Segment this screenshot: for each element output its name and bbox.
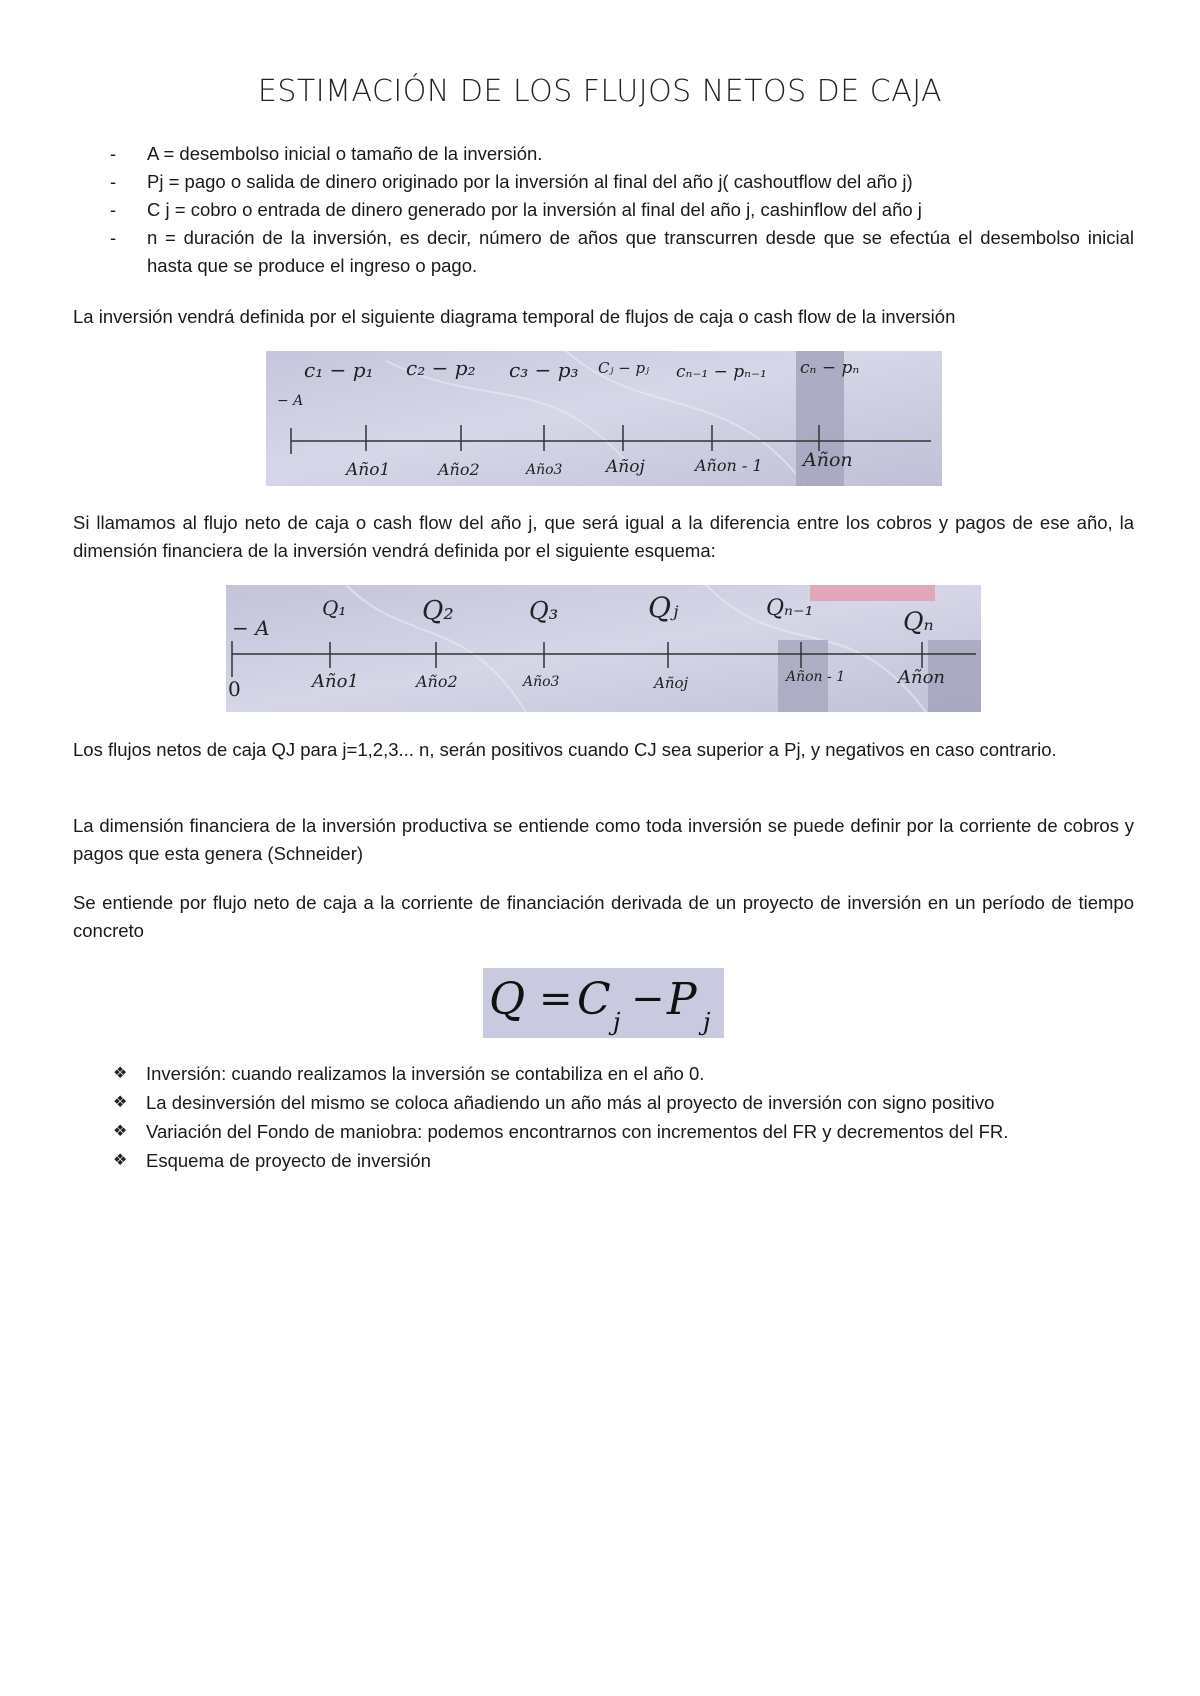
formula-c-subscript: j xyxy=(613,1008,621,1036)
intro-paragraph-1: La inversión vendrá definida por el siguiente diagrama temporal de flujos de caja o cash flow de la inversión xyxy=(73,306,956,327)
page-title: ESTIMACIÓN DE LOS FLUJOS NETOS DE CAJA xyxy=(257,74,943,109)
net-cash-flow-diagram xyxy=(226,585,981,712)
flow-label: c₁ − p₁ xyxy=(304,358,374,382)
bullet-item xyxy=(113,1117,1143,1146)
year-label: Añoj xyxy=(654,674,689,692)
dash-marker: - xyxy=(110,143,117,164)
bullet-list xyxy=(113,1059,1143,1175)
paragraph-positive-negative: Los flujos netos de caja QJ para j=1,2,3... n, serán positivos cuando CJ sea superior a Pj, y negativos en caso contrario. xyxy=(73,739,1057,760)
year-label: Año1 xyxy=(312,671,359,692)
definition-item xyxy=(110,224,1134,280)
bullet-item xyxy=(113,1088,1143,1117)
definition-item xyxy=(110,168,1134,196)
diamond-bullet-icon: ❖ xyxy=(113,1152,128,1169)
dash-marker: - xyxy=(110,199,117,220)
definitions-list xyxy=(110,140,1134,280)
year-label: Año3 xyxy=(523,674,560,690)
net-cash-flow-formula xyxy=(483,968,724,1038)
flow-label: Qₙ₋₁ xyxy=(766,596,814,621)
formula-c: C xyxy=(577,974,611,1025)
initial-outlay-label: − A xyxy=(232,616,270,640)
year-label: Añon - 1 xyxy=(786,669,846,685)
dash-marker: - xyxy=(110,227,117,248)
definition-item xyxy=(110,196,1134,224)
bullet-text: Esquema de proyecto de inversión xyxy=(146,1150,431,1171)
bullet-text: Variación del Fondo de maniobra: podemos encontrarnos con incrementos del FR y decrementos del FR. xyxy=(146,1121,1009,1142)
definition-text: C j = cobro o entrada de dinero generado por la inversión al final del año j, cashinflow del año j xyxy=(147,199,922,220)
definition-item xyxy=(110,140,1134,168)
definition-text: A = desembolso inicial o tamaño de la inversión. xyxy=(147,143,543,164)
pink-highlight xyxy=(810,585,935,601)
year-label: Añon - 1 xyxy=(695,456,763,475)
diamond-bullet-icon: ❖ xyxy=(113,1065,128,1082)
year-label: Año2 xyxy=(438,460,480,479)
cash-flow-timeline-diagram xyxy=(266,351,942,486)
formula-equals: = xyxy=(539,976,573,1022)
zero-label: 0 xyxy=(228,677,241,701)
flow-label: Q₁ xyxy=(322,596,347,620)
year-label: Añon xyxy=(898,667,946,688)
definition-text: Pj = pago o salida de dinero originado por la inversión al final del año j( cashoutflow del año j) xyxy=(147,171,913,192)
paragraph-definition: Se entiende por flujo neto de caja a la corriente de financiación derivada de un proyecto de inversión en un período de tiempo concreto xyxy=(73,892,1134,941)
diamond-bullet-icon: ❖ xyxy=(113,1094,128,1111)
flow-label: c₃ − p₃ xyxy=(509,358,579,382)
initial-outlay-label: − A xyxy=(277,393,304,409)
flow-label: cₙ − pₙ xyxy=(800,358,860,378)
flow-label: Q₃ xyxy=(529,597,559,625)
year-label: Añon xyxy=(803,449,853,471)
formula-p-subscript: j xyxy=(703,1008,711,1036)
flow-label: Qⱼ xyxy=(648,591,679,624)
flow-label: Q₂ xyxy=(422,596,454,626)
bullet-text: Inversión: cuando realizamos la inversión se contabiliza en el año 0. xyxy=(146,1063,705,1084)
bullet-text: La desinversión del mismo se coloca añadiendo un año más al proyecto de inversión con signo positivo xyxy=(146,1092,995,1113)
bullet-item xyxy=(113,1059,1143,1088)
definition-text: n = duración de la inversión, es decir, número de años que transcurren desde que se efectúa el desembolso inicial hasta que se produce el ingreso o pago. xyxy=(147,227,1134,276)
formula-minus: − xyxy=(631,976,665,1022)
year-label: Año3 xyxy=(526,462,563,478)
paragraph-financial-dimension: La dimensión financiera de la inversión productiva se entiende como toda inversión se puede definir por la corriente de cobros y pagos que esta genera (Schneider) xyxy=(73,815,1134,864)
year-label: Año2 xyxy=(416,672,458,691)
formula-p: P xyxy=(667,974,697,1025)
flow-label: cₙ₋₁ − pₙ₋₁ xyxy=(676,362,767,382)
intro-paragraph-2: Si llamamos al flujo neto de caja o cash flow del año j, que será igual a la diferencia entre los cobros y pagos de ese año, la dimensión financiera de la inversión vendrá definida por el siguiente esquema: xyxy=(73,512,1134,561)
year-label: Añoj xyxy=(606,457,645,477)
bullet-item xyxy=(113,1146,1143,1175)
diamond-bullet-icon: ❖ xyxy=(113,1123,128,1140)
flow-label: c₂ − p₂ xyxy=(406,356,476,380)
flow-label: Cⱼ − pⱼ xyxy=(598,359,650,377)
flow-label: Qₙ xyxy=(903,607,934,636)
formula-q: Q xyxy=(489,974,526,1025)
dash-marker: - xyxy=(110,171,117,192)
year-label: Año1 xyxy=(346,460,391,480)
